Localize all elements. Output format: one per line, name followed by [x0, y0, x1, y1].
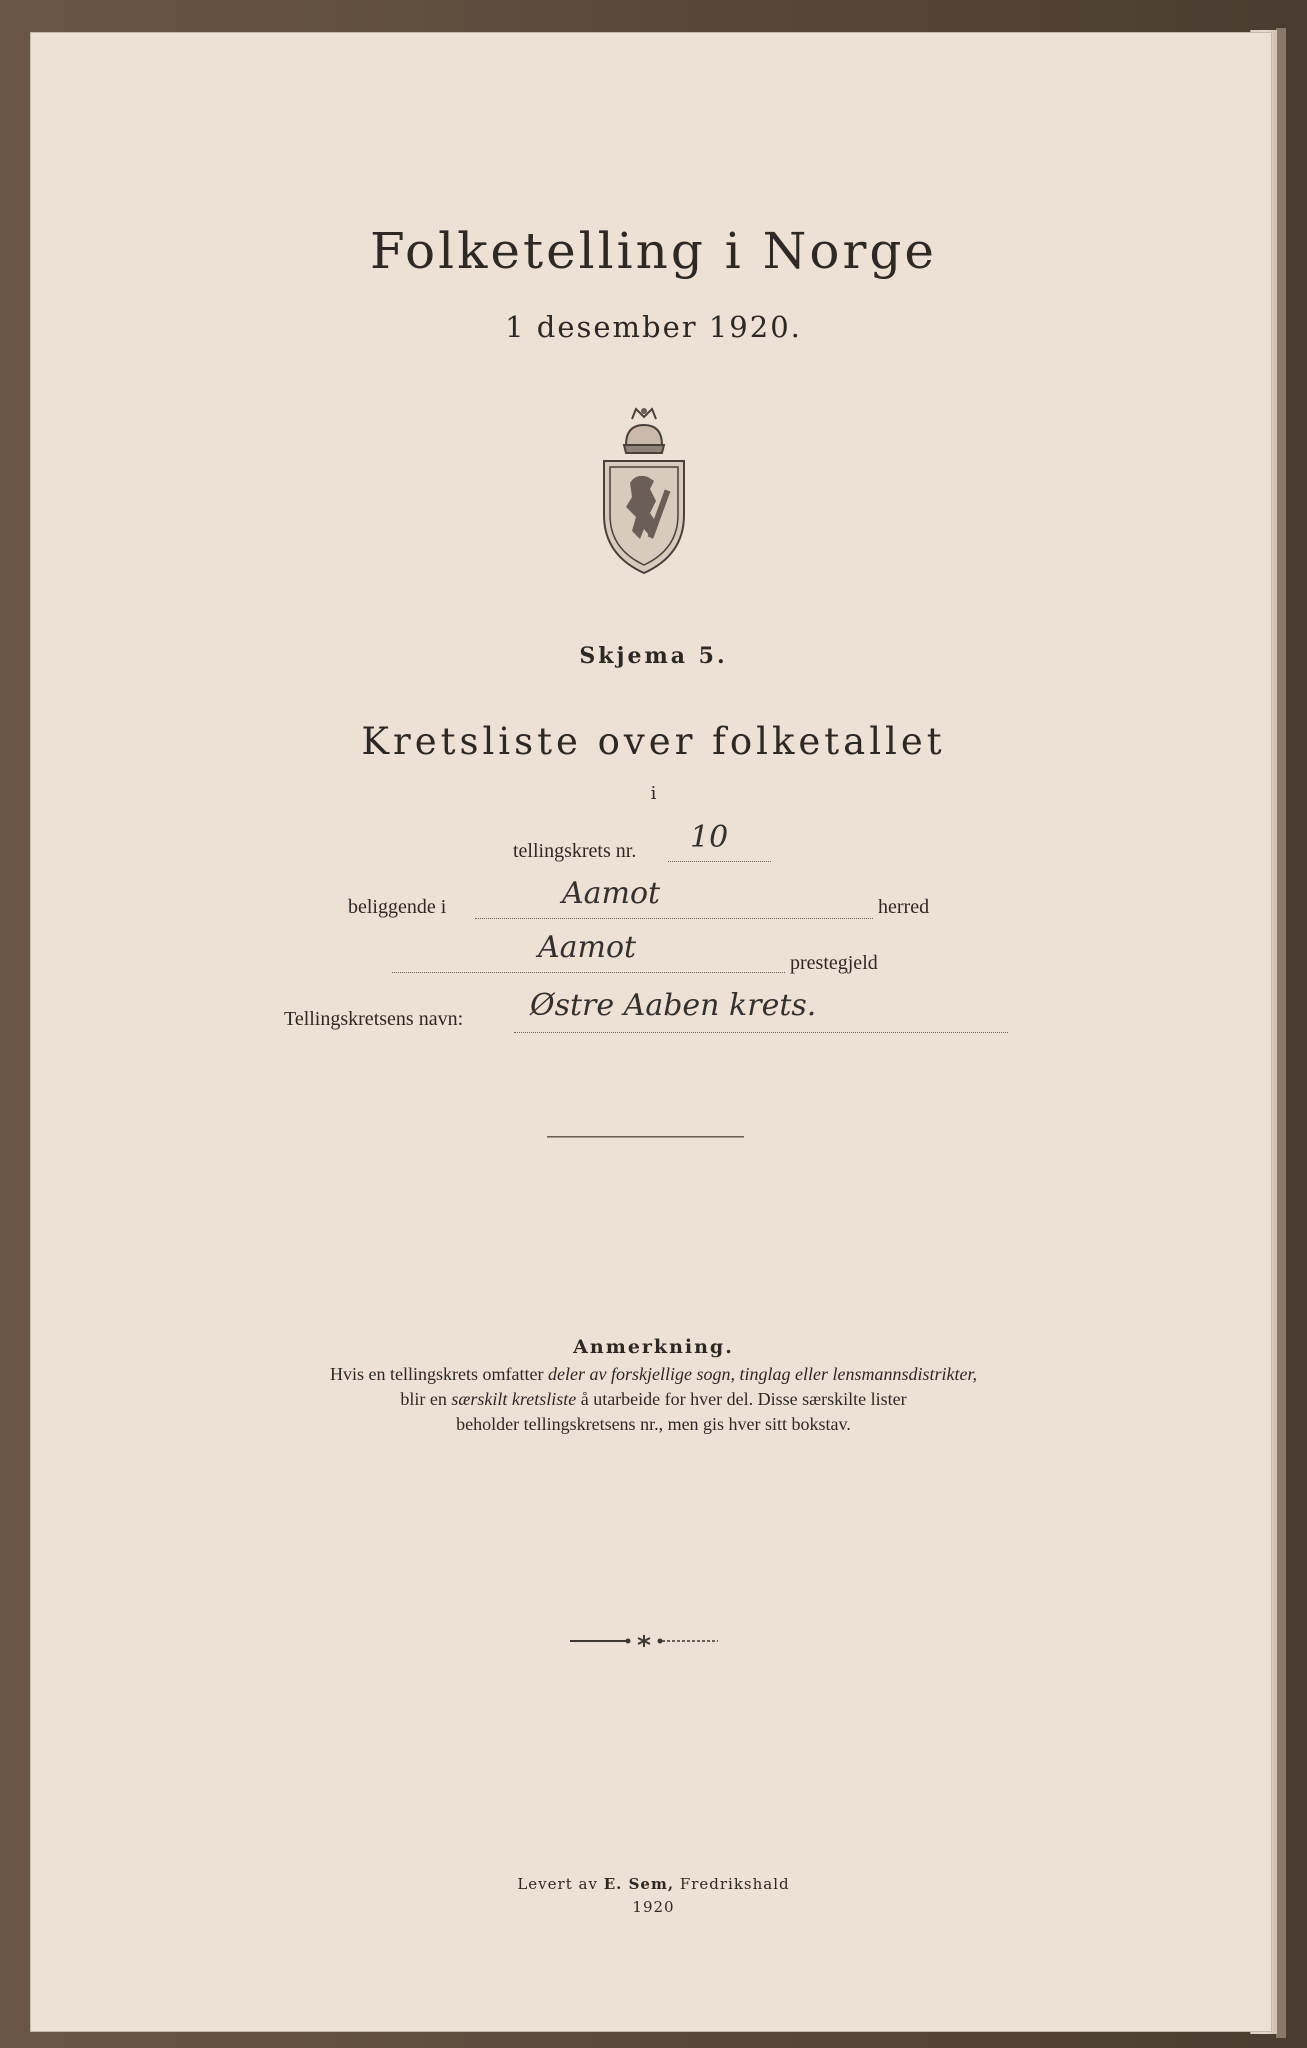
divider-rule [547, 1136, 744, 1138]
note-line-1: Hvis en tellingskrets omfatter deler av forskjellige sogn, tinglag eller lensmannsdistrikter, [330, 1364, 977, 1384]
prestegjeld-line [392, 972, 785, 973]
norwegian-coat-of-arms-icon [596, 405, 692, 575]
name-value: Østre Aaben krets. [530, 988, 817, 1023]
district-label: tellingskrets nr. [513, 840, 637, 862]
note-line-3: beholder tellingskretsens nr., men gis hver sitt bokstav. [456, 1414, 851, 1434]
district-line [668, 861, 771, 862]
connector-word: i [650, 783, 657, 804]
herred-line [475, 918, 873, 919]
name-label: Tellingskretsens navn: [284, 1008, 464, 1030]
printer-line: Levert av E. Sem, Fredrikshald [517, 1875, 790, 1893]
prestegjeld-label: prestegjeld [790, 952, 878, 974]
ornament-divider-icon [568, 1634, 720, 1648]
note-line-2: blir en særskilt kretsliste å utarbeide for hver del. Disse særskilte lister [400, 1389, 907, 1409]
note-heading: Anmerkning. [573, 1336, 734, 1358]
schema-label: Skjema 5. [579, 643, 728, 669]
document-title: Folketelling i Norge [370, 222, 937, 280]
herred-label: herred [878, 896, 930, 918]
document-date: 1 desember 1920. [505, 310, 802, 344]
herred-value: Aamot [562, 876, 661, 911]
district-value: 10 [690, 820, 729, 855]
location-prefix: beliggende i [348, 896, 447, 918]
printer-year: 1920 [632, 1898, 675, 1916]
form-title: Kretsliste over folketallet [361, 720, 946, 763]
prestegjeld-value: Aamot [538, 930, 637, 965]
name-line [514, 1032, 1008, 1033]
